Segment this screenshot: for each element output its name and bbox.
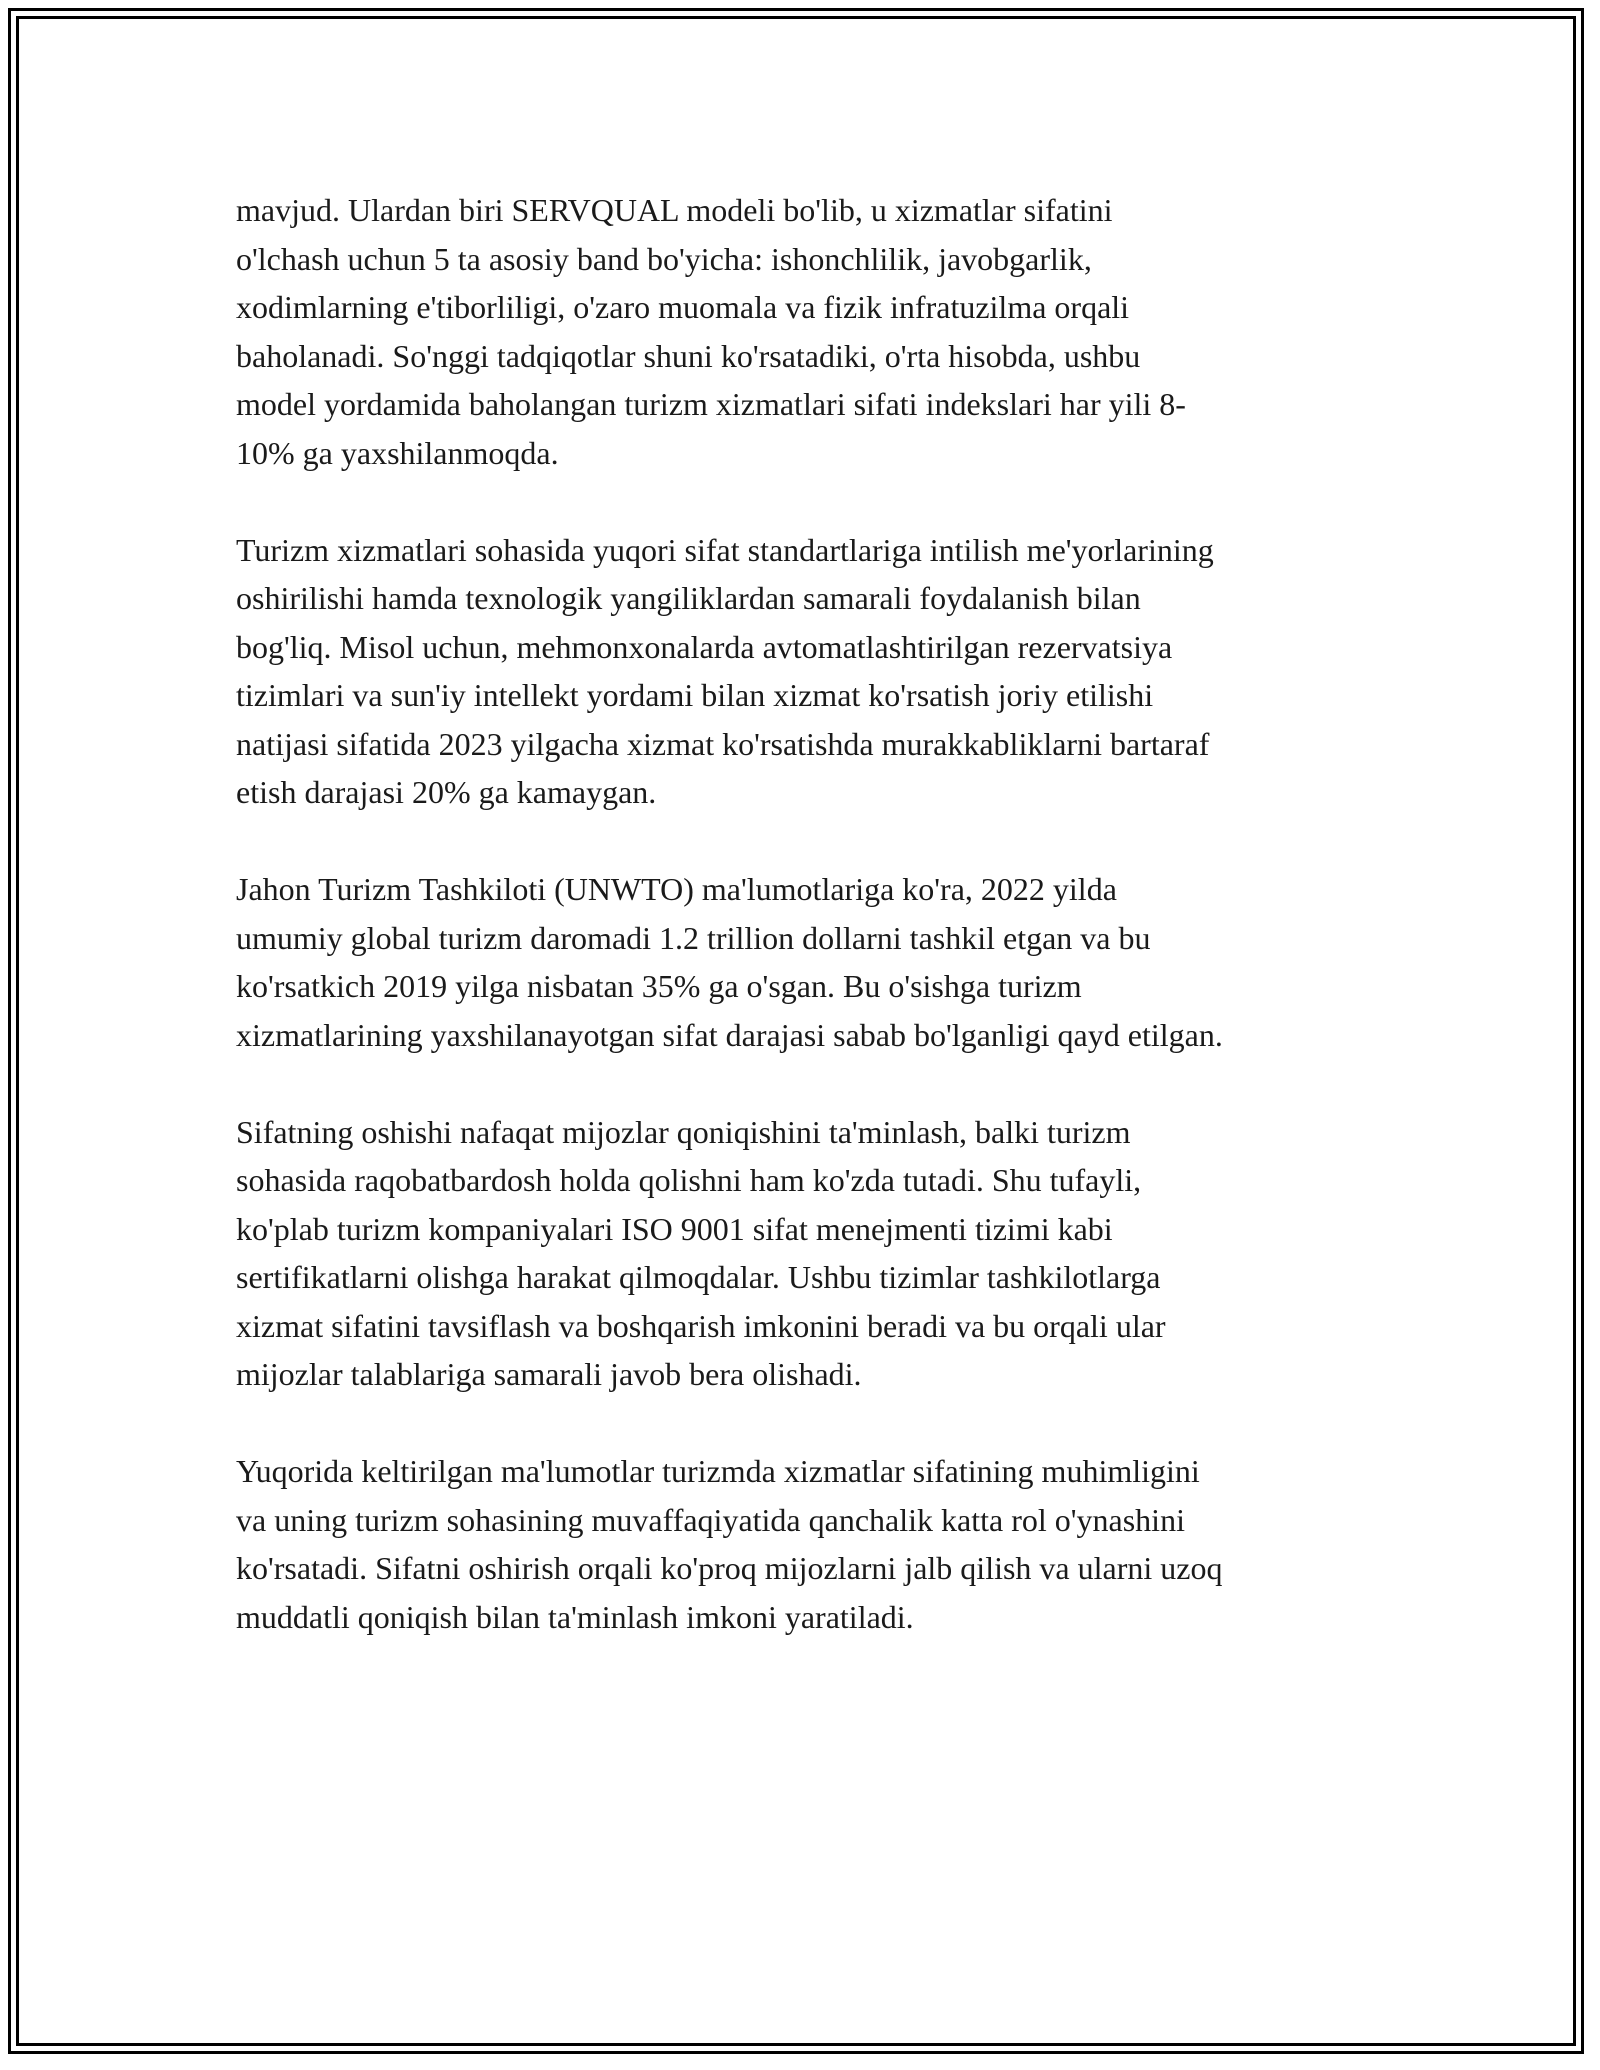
text-line: ko'rsatadi. Sifatni oshirish orqali ko'proq mijozlarni jalb qilish va ularni uzoq xyxy=(236,1550,1223,1586)
paragraph-servqual xyxy=(236,186,1376,477)
text-line: oshirilishi hamda texnologik yangiliklardan samarali foydalanish bilan xyxy=(236,580,1141,616)
text-line: mavjud. Ulardan biri SERVQUAL modeli bo'lib, u xizmatlar sifatini xyxy=(236,192,1113,228)
text-line: xizmatlarining yaxshilanayotgan sifat darajasi sabab bo'lganligi qayd etilgan. xyxy=(236,1016,1223,1053)
paragraph-iso-9001 xyxy=(236,1108,1376,1399)
text-line: ko'rsatkich 2019 yilga nisbatan 35% ga o'sgan. Bu o'sishga turizm xyxy=(236,968,1082,1004)
text-line: Turizm xizmatlari sohasida yuqori sifat standartlariga intilish me'yorlarining xyxy=(236,531,1214,568)
text-line: bog'liq. Misol uchun, mehmonxonalarda avtomatlashtirilgan rezervatsiya xyxy=(236,628,1173,665)
text-line: sohasida raqobatbardosh holda qolishni ham ko'zda tutadi. Shu tufayli, xyxy=(236,1162,1142,1198)
document-body xyxy=(236,186,1376,1690)
paragraph-unwto xyxy=(236,865,1376,1059)
text-line: Yuqorida keltirilgan ma'lumotlar turizmda xizmatlar sifatining muhimligini xyxy=(236,1453,1200,1489)
text-line: xodimlarning e'tiborliligi, o'zaro muomala va fizik infratuzilma orqali xyxy=(236,289,1130,325)
text-line: model yordamida baholangan turizm xizmatlari sifati indekslari har yili 8- xyxy=(236,386,1186,422)
text-line: etish darajasi 20% ga kamaygan. xyxy=(236,774,657,810)
text-line: ko'plab turizm kompaniyalari ISO 9001 sifat menejmenti tizimi kabi xyxy=(236,1210,1113,1247)
text-line: mijozlar talablariga samarali javob bera olishadi. xyxy=(236,1356,862,1392)
text-line: o'lchash uchun 5 ta asosiy band bo'yicha: ishonchlilik, javobgarlik, xyxy=(236,240,1092,277)
text-line: Jahon Turizm Tashkiloti (UNWTO) ma'lumotlariga ko'ra, 2022 yilda xyxy=(236,871,1117,907)
text-line: va uning turizm sohasining muvaffaqiyatida qanchalik katta rol o'ynashini xyxy=(236,1501,1185,1538)
text-line: muddatli qoniqish bilan ta'minlash imkoni yaratiladi. xyxy=(236,1598,914,1635)
text-line: sertifikatlarni olishga harakat qilmoqdalar. Ushbu tizimlar tashkilotlarga xyxy=(236,1259,1161,1295)
text-line: Sifatning oshishi nafaqat mijozlar qoniqishini ta'minlash, balki turizm xyxy=(236,1113,1131,1150)
text-line: xizmat sifatini tavsiflash va boshqarish imkonini beradi va bu orqali ular xyxy=(236,1307,1166,1344)
text-line: baholanadi. So'nggi tadqiqotlar shuni ko'rsatadiki, o'rta hisobda, ushbu xyxy=(236,337,1141,374)
text-line: natijasi sifatida 2023 yilgacha xizmat ko'rsatishda murakkabliklarni bartaraf xyxy=(236,725,1210,762)
paragraph-quality-standards xyxy=(236,526,1376,817)
text-line: umumiy global turizm daromadi 1.2 trillion dollarni tashkil etgan va bu xyxy=(236,919,1151,956)
text-line: 10% ga yaxshilanmoqda. xyxy=(236,434,559,471)
paragraph-conclusion xyxy=(236,1447,1376,1641)
text-line: tizimlari va sun'iy intellekt yordami bilan xizmat ko'rsatish joriy etilishi xyxy=(236,677,1154,713)
